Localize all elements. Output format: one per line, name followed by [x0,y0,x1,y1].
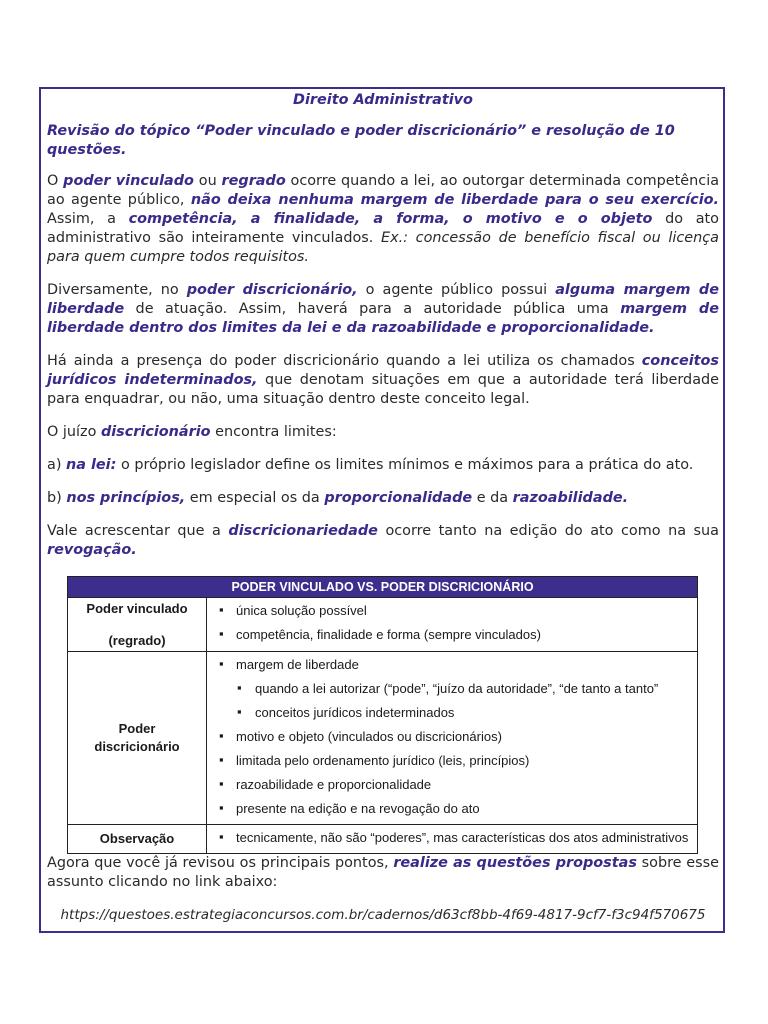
list-item: ▪ margem de liberdade [219,656,691,674]
list-item: ▪ única solução possível [219,602,691,620]
list-item: ▪ limitada pelo ordenamento jurídico (leis, princípios) [219,752,691,770]
paragraph-discricionariedade: Vale acrescentar que a discricionariedade ocorre tanto na edição do ato como na sua revogação. [47,523,719,558]
paragraph-limite-principios: b) nos princípios, em especial os da proporcionalidade e da razoabilidade. [47,490,629,506]
document-title: Direito Administrativo [293,92,473,108]
questions-link[interactable]: https://questoes.estrategiaconcursos.com.br/cadernos/d63cf8bb-4f69-4817-9cf7-f3c94f570675 [60,907,706,923]
list-item: ▪ tecnicamente, não são “poderes”, mas características dos atos administrativos [219,829,691,847]
paragraph-juizo-discricionario: O juízo discricionário encontra limites: [47,424,337,440]
document-subtitle: Revisão do tópico “Poder vinculado e poder discricionário” e resolução de 10 questões. [47,123,675,158]
table-row [68,598,698,652]
document-frame [39,87,725,933]
comparison-table-header: PODER VINCULADO VS. PODER DISCRICIONÁRIO [68,577,698,598]
list-item: ▪ motivo e objeto (vinculados ou discricionários) [219,728,691,746]
list-item: ▪ conceitos jurídicos indeterminados [219,704,691,722]
list-item: ▪ presente na edição e na revogação do ato [219,800,691,818]
table-row [68,652,698,825]
comparison-table [67,576,698,854]
row-items-poder-vinculado [207,598,698,652]
row-label-observacao: Observação [68,825,207,854]
list-item: ▪ competência, finalidade e forma (sempre vinculados) [219,626,691,644]
table-row [68,825,698,854]
paragraph-conceitos-juridicos: Há ainda a presença do poder discricionário quando a lei utiliza os chamados conceitos jurídicos indeterminados, que denotam situações em que a autoridade terá liberdade para enquadrar, ou não, uma situação dentro deste conceito legal. [47,353,719,407]
list-item: ▪ quando a lei autorizar (“pode”, “juízo da autoridade”, “de tanto a tanto” [219,680,691,698]
row-label-poder-discricionario: Poder discricionário [68,652,207,825]
document-content [47,91,719,925]
paragraph-poder-discricionario: Diversamente, no poder discricionário, o agente público possui alguma margem de liberdade de atuação. Assim, haverá para a autoridade pública uma margem de liberdade dentro dos limites da lei e da razoabilidade e proporcionalidade. [47,282,719,336]
row-label-poder-vinculado: Poder vinculado (regrado) [68,598,207,652]
list-item: ▪ razoabilidade e proporcionalidade [219,776,691,794]
paragraph-closing: Agora que você já revisou os principais pontos, realize as questões propostas sobre esse assunto clicando no link abaixo: [47,855,719,890]
paragraph-poder-vinculado: O poder vinculado ou regrado ocorre quando a lei, ao outorgar determinada competência ao agente público, não deixa nenhuma margem de liberdade para o seu exercício. Assim, a competência, a finalidade, a forma, o motivo e o objeto do ato administrativo são inteiramente vinculados. Ex.: concessão de benefício fiscal ou licença para quem cumpre todos requisitos. [47,173,720,265]
row-items-observacao [207,825,698,854]
row-items-poder-discricionario [207,652,698,825]
paragraph-limite-lei: a) na lei: o próprio legislador define os limites mínimos e máximos para a prática do ato. [47,457,694,473]
